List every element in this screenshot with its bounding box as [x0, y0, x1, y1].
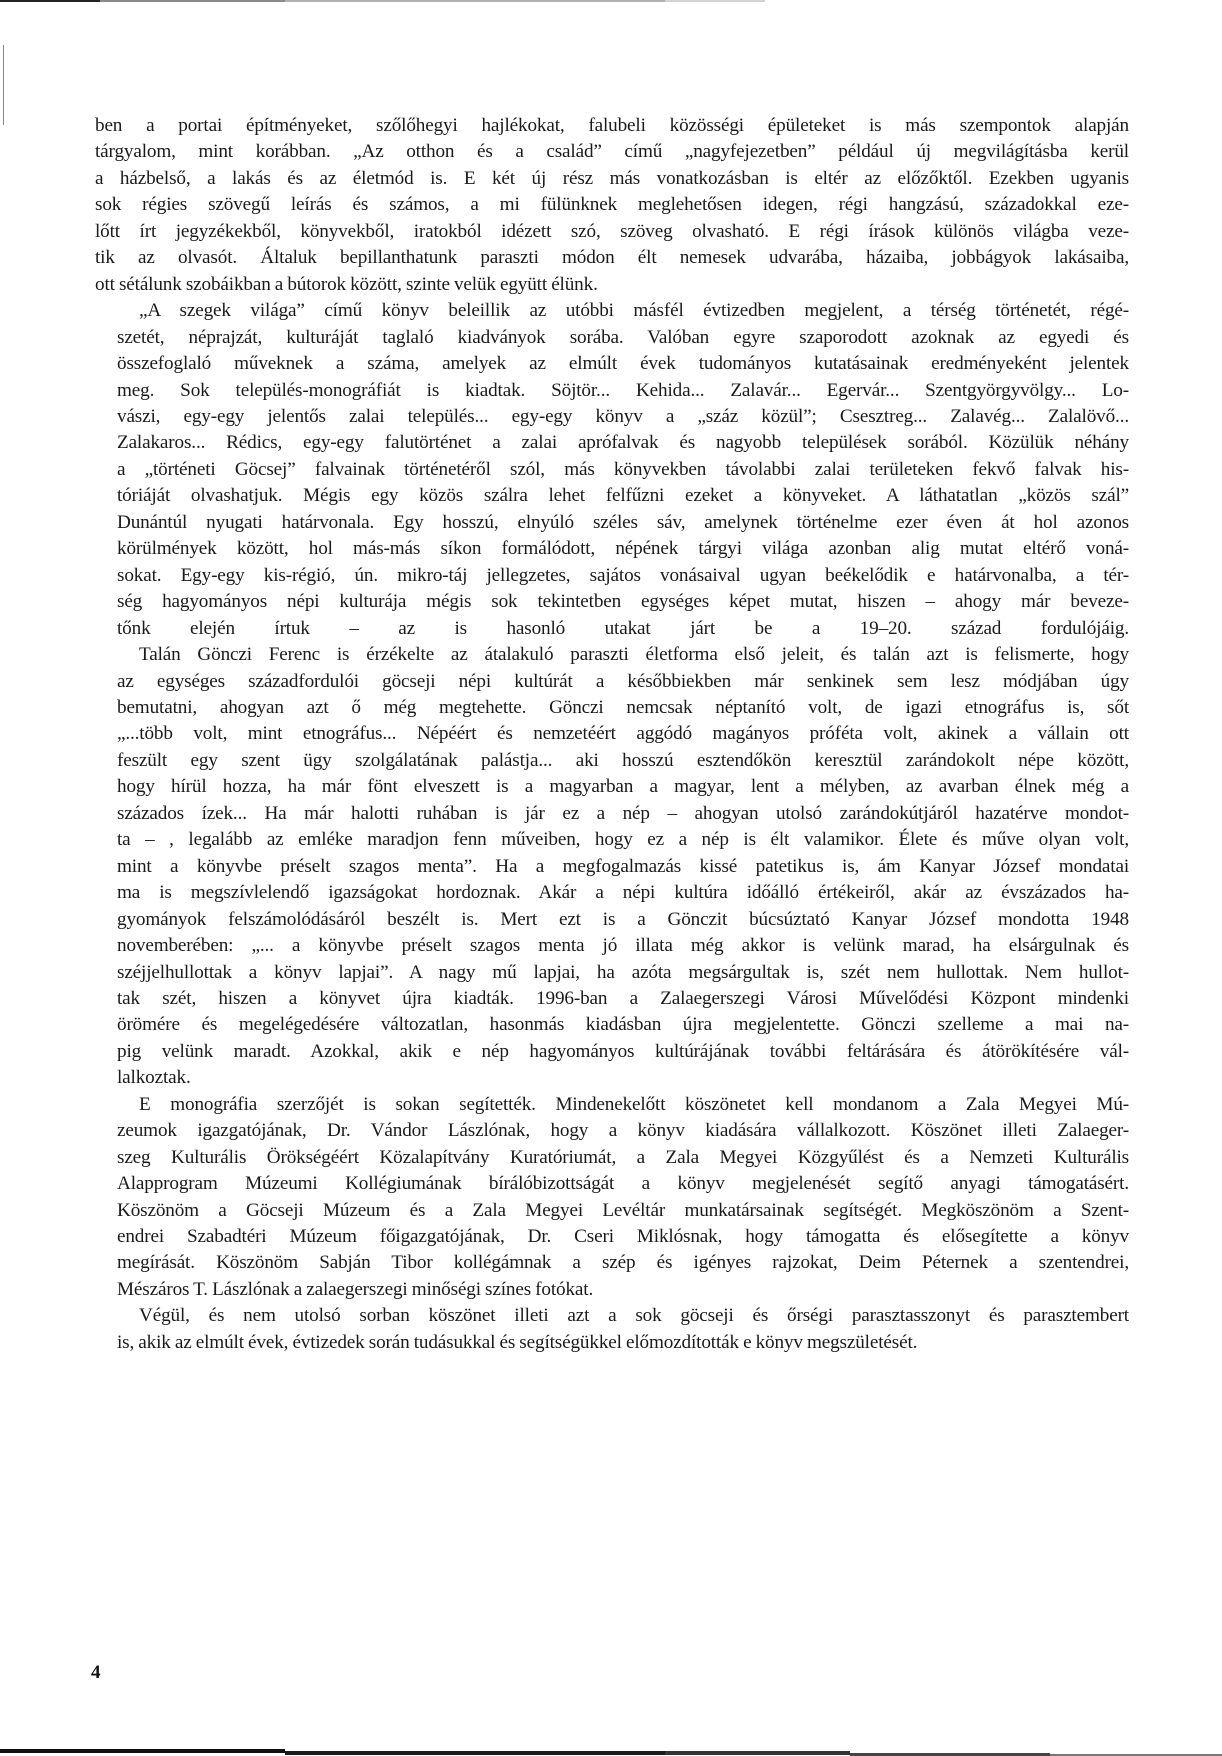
paragraph-2 — [95, 298, 1129, 642]
text-line: zeumok igazgatójának, Dr. Vándor Lászlónak, hogy a könyv kiadására vállalkozott. Köszönet illeti Zalaeger- — [117, 1120, 1129, 1142]
text-line: lalkoztak. — [117, 1067, 191, 1089]
text-line: Talán Gönczi Ferenc is érzékelte az átalakuló paraszti életforma első jeleit, és talán azt is felismerte, hogy — [139, 644, 1129, 666]
text-line: összefoglaló műveknek a száma, amelyek az elmúlt évek tudományos kutatásainak eredményeként jelentek — [117, 353, 1129, 375]
text-line: ség hagyományos népi kulturája mégis sok tekintetben egységes képet mutat, hiszen – ahogy már beveze- — [117, 591, 1129, 613]
text-line: ma is megszívlelendő igazságokat hordoznak. Akár a népi kultúra időálló értékeiről, akár az évszázados ha- — [117, 882, 1129, 904]
text-line: Dunántúl nyugati határvonala. Egy hosszú, elnyúló széles sáv, amelynek történelme ezer éven át hol azonos — [117, 511, 1129, 533]
text-line: Mészáros T. Lászlónak a zalaegerszegi minőségi színes fotókat. — [117, 1278, 594, 1300]
text-line: szeg Kulturális Örökségéért Közalapítvány Kuratóriumát, a Zala Megyei Közgyűlést és a Nemzeti Kulturális — [117, 1146, 1129, 1168]
text-line: Alapprogram Múzeumi Kollégiumának bírálóbizottságát a könyv megjelenését segítő anyagi támogatásért. — [117, 1173, 1129, 1195]
text-line: feszült egy szent ügy szolgálatának palástja... aki hosszú esztendőkön keresztül zarándokolt népe között, — [117, 749, 1129, 771]
paragraph-5 — [95, 1303, 1129, 1356]
paragraph-3 — [95, 642, 1129, 1092]
text-line: tak szét, hiszen a könyvet újra kiadták. 1996-ban a Zalaegerszegi Városi Művelődési Központ mindenki — [117, 987, 1129, 1009]
text-line: bemutatni, ahogyan azt ő még megtehette. Gönczi nemcsak néptanító volt, de igazi etnográfus is, sőt — [117, 696, 1129, 718]
text-line: pig velünk maradt. Azokkal, akik e nép hagyományos kultúrájának további feltárására és átörökítésére vál- — [117, 1040, 1129, 1062]
text-line: novemberében: „... a könyvbe préselt szagos menta jó illata még akkor is velünk marad, ha elsárgulnak és — [117, 935, 1129, 957]
text-line: E monográfia szerzőjét is sokan segítették. Mindenekelőtt köszönetet kell mondanom a Zala Megyei Mú- — [139, 1093, 1129, 1115]
scan-edge-top — [0, 0, 100, 2]
text-line: tárgyalom, mint korábban. „Az otthon és a család” című „nagyfejezetben” például új megvilágításba kerül — [95, 141, 1129, 163]
text-line: endrei Szabadtéri Múzeum főigazgatójának, Dr. Cseri Miklósnak, hogy támogatta és elősegítette a könyv — [117, 1226, 1129, 1248]
text-line: a „történeti Göcsej” falvainak történetéről szól, más könyvekben távolabbi zalai területeken fekvő falvak his- — [117, 458, 1129, 480]
text-line: Köszönöm a Göcseji Múzeum és a Zala Megyei Levéltár munkatársainak segítségét. Megköszönöm a Szent- — [117, 1199, 1129, 1221]
text-line: sok régies szövegű leírás és számos, a mi fülünknek meglehetősen idegen, régi hangzású, századokkal eze- — [95, 194, 1129, 216]
text-line: a házbelső, a lakás és az életmód is. E két új rész más vonatkozásban is eltér az előzőktől. Ezekben ugyanis — [95, 167, 1129, 189]
text-line: vászi, egy-egy jelentős zalai település... egy-egy könyv a „száz közül”; Csesztreg... Zalavég... Zalalövő... — [117, 405, 1129, 427]
text-line: tik az olvasót. Általuk bepillanthatunk paraszti módon élt nemesek udvarába, házaiba, jobbágyok lakásaiba, — [95, 247, 1129, 269]
text-line: örömére és megelégedésére változatlan, hasonmás kiadásban újra megjelentette. Gönczi szelleme a mai na- — [117, 1014, 1129, 1036]
page-number: 4 — [91, 1662, 101, 1683]
text-line: százados ízek... Ha már halotti ruhában is jár ez a nép – ahogyan utolsó zarándokútjáról hazatérve mondot- — [117, 802, 1129, 824]
scan-edge-top — [100, 0, 285, 2]
scan-edge-left — [3, 45, 4, 125]
scan-edge-top — [665, 0, 765, 2]
body-text — [95, 113, 1129, 1356]
text-line: tőnk elején írtuk – az is hasonló utakat járt be a 19–20. század fordulójáig. — [117, 617, 1129, 639]
text-line: ben a portai építményeket, szőlőhegyi hajlékokat, falubeli közösségi épületeket is más szempontok alapján — [95, 115, 1129, 136]
text-line: mint a könyvbe préselt szagos menta”. Ha a megfogalmazás kissé patetikus is, ám Kanyar József mondatai — [117, 855, 1129, 877]
text-line: széjjelhullottak a könyv lapjai”. A nagy mű lapjai, ha azóta megsárgultak is, szét nem hullottak. Nem hullot- — [117, 961, 1129, 983]
text-line: ta – , legalább az emléke maradjon fenn műveiben, hogy ez a nép is élt valamikor. Élete és műve olyan volt, — [117, 829, 1129, 851]
text-line: ott sétálunk szobáikban a bútorok között, szinte velük együtt élünk. — [95, 273, 598, 295]
text-line: „A szegek világa” című könyv beleillik az utóbbi másfél évtizedben megjelent, a térség történetét, régé- — [139, 300, 1129, 322]
text-line: tóriáját olvashatjuk. Mégis egy közös szálra lehet felfűzni ezeket a könyveket. A láthatatlan „közös szál” — [117, 485, 1129, 507]
text-line: sokat. Egy-egy kis-régió, ún. mikro-táj jellegzetes, sajátos vonásaival ugyan beékelődik e határvonalba, a tér- — [117, 564, 1129, 586]
paragraph-4 — [95, 1092, 1129, 1304]
text-line: az egységes századfordulói göcseji népi kultúrát a későbbiekben már senkinek sem lesz módjában úgy — [117, 670, 1129, 692]
text-line: is, akik az elmúlt évek, évtizedek során tudásukkal és segítségükkel előmozdították e könyv megszületését. — [117, 1331, 918, 1353]
scan-edge-top — [285, 0, 665, 2]
text-line: szetét, néprajzát, kulturáját taglaló kiadványok sorába. Valóban egyre szaporodott azoknak az egyedi és — [117, 326, 1129, 348]
text-line: „...több volt, mint etnográfus... Népéért és nemzetéért aggódó magányos próféta volt, akinek a vállain ott — [117, 723, 1129, 745]
scan-edge-bottom — [665, 1751, 850, 1755]
text-line: gyományok felszámolódásáról beszélt is. Mert ezt is a Gönczit búcsúztató Kanyar József mondotta 1948 — [117, 908, 1129, 930]
text-line: megírását. Köszönöm Sabján Tibor kollégámnak a szép és igényes rajzokat, Deim Péternek a szentendrei, — [117, 1252, 1129, 1274]
scan-edge-bottom — [285, 1751, 665, 1755]
scan-edge-bottom — [0, 1749, 285, 1753]
text-line: hogy hírül hozza, ha már fönt elveszett is a magyarban a magyar, lent a mélyben, az avarban élnek még a — [117, 776, 1129, 798]
text-line: Végül, és nem utolsó sorban köszönet illeti azt a sok göcseji és őrségi parasztasszonyt és parasztembert — [139, 1305, 1129, 1327]
text-line: körülmények között, hol más-más síkon formálódott, népének tárgyi világa azonban alig mutat eltérő voná- — [117, 538, 1129, 560]
text-line: Zalakaros... Rédics, egy-egy falutörténet a zalai aprófalvak és nagyobb települések sorából. Közülük néhány — [117, 432, 1129, 454]
text-line: lőtt írt jegyzékekből, könyvekből, iratokból idézett szó, szöveg olvasható. E régi írások különös világba veze- — [95, 220, 1129, 242]
text-line: meg. Sok település-monográfiát is kiadtak. Söjtör... Kehida... Zalavár... Egervár... Szentgyörgyvölgy... Lo- — [117, 379, 1129, 401]
paragraph-1 — [95, 113, 1129, 298]
